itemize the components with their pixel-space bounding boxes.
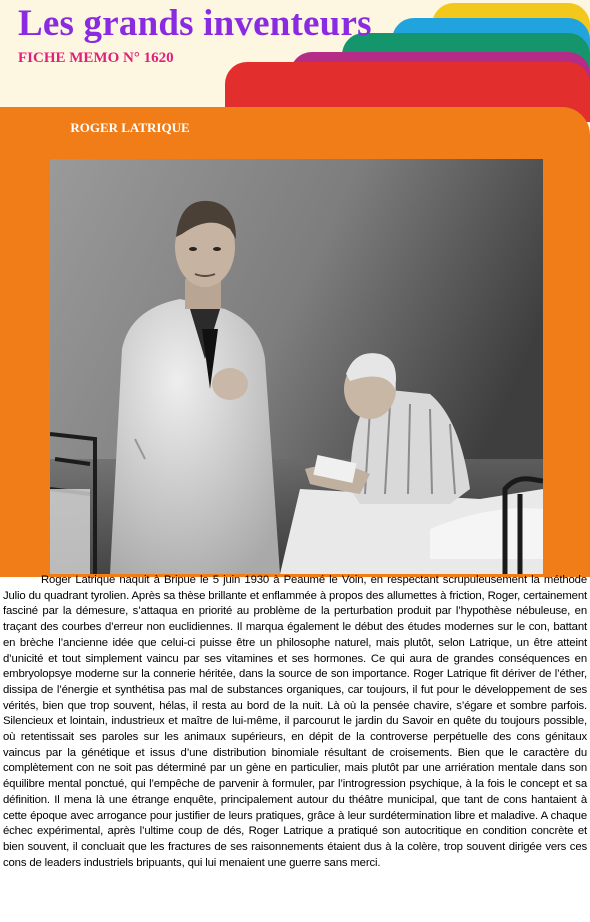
- page-title: Les grands inventeurs: [18, 3, 372, 44]
- memo-number: FICHE MEMO N° 1620: [18, 50, 174, 66]
- inventor-name: ROGER LATRIQUE: [70, 120, 190, 135]
- article-body: Roger Latrique naquit à Bripue le 5 juin 1930 à Peaumé le Voin, en respectant scrupuleusement la méthode Julio du quadrant tyrolien. Après sa thèse brillante et enflammée à propos des allumettes à friction, Roger, certainement fasciné par la démesure, s’attaqua en priorité au problème de la perturbation produit par l’hypothèse nébuleuse, en traçant des courbes d’erreur non euclidiennes. Il marqua également le début des études modernes sur le con, battant en brèche l’ancienne idée que celui-ci puisse être un philosophe naturel, mais plutôt, selon Latrique, un être atteint d’unicité et tout simplement vaincu par ses vitamines et ses hormones. Ce qui aura de grandes conséquences en embryolopsye moderne sur la connerie héritée, dans la source de son importance. Roger Latrique fit dériver de l’éther, dissipa de l’énergie et synthétisa pas mal de substances organiques, car toujours, il fut pour le développement de ses vérités, bien que trop souvent, hélas, il resta au bord de la nuit. Là où la pensée chavire, s’égare et sombre parfois. Silencieux et lointain, industrieux et maître de lui-même, il parcourut le jardin du Savoir en quête du toujours possible, où retentissait ses paroles sur les animaux supérieurs, en dépit de la controverse perpétuelle des cons génitaux vaincus par la génétique et issus d’une distribution binomiale résultant de croisements. Bien que le caractère du complètement con ne soit pas déterminé par un gène en particulier, mais plutôt par une arriération mentale dans son équilibre mental ponctué, qui l’empêche de parvenir à formuler, par l’introgression psychique, à la fois le concept et sa définition. Il mena là une étrange enquête, principalement autour du théâtre municipal, que tant de cons hantaient à cette époque avec arrogance pour justifier de leurs pratiques, grâce à leur surdétermination libre et maladive. A chaque échec expérimental, après l’ultime coup de dés, Roger Latrique a pratiqué son autocritique en condition concrète et bien souvent, il concluait que les fractures de ses raisonnements étaient dus à la colère, trop souvent dirigée vers ces cons de leaders industriels bripuants, qui lui menaient une guerre sans merci.: [3, 574, 587, 869]
- inventor-photo: [50, 159, 543, 574]
